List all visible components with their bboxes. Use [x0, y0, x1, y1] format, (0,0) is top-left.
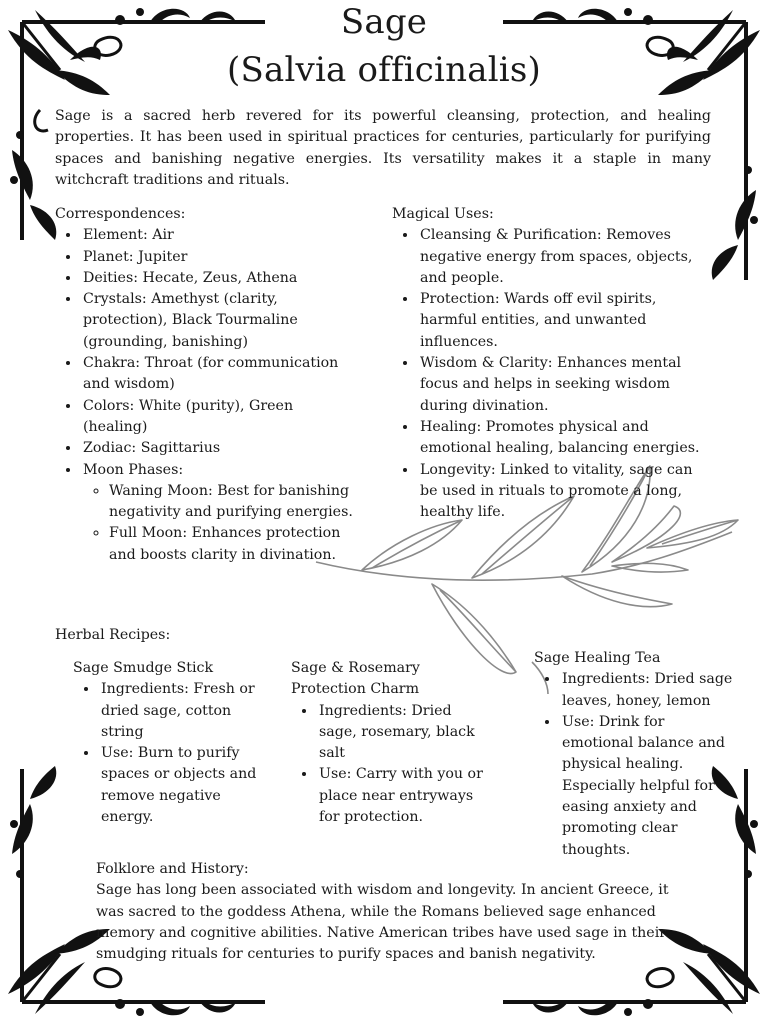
list-item: • Use: Burn to purify spaces or objects and remove negative energy.	[99, 743, 263, 828]
list-item: ◦ Full Moon: Enhances protection and boosts clarity in divination.	[109, 523, 355, 566]
correspondences-list	[55, 225, 355, 566]
recipe-smudge-stick	[73, 658, 263, 828]
moon-phases-label: Moon Phases:	[83, 461, 184, 478]
list-item: • Longevity: Linked to vitality, sage can be used in rituals to promote a long, healthy life.	[418, 460, 712, 524]
recipe-title: Sage Smudge Stick	[73, 660, 214, 676]
recipe-protection-charm	[291, 658, 491, 828]
list-item: • Wisdom & Clarity: Enhances mental focus and helps in seeking wisdom during divination.	[418, 353, 712, 417]
folklore-heading: Folklore and History:	[96, 861, 249, 877]
recipe-list	[291, 701, 491, 829]
list-item: • Deities: Hecate, Zeus, Athena	[81, 268, 355, 289]
list-item: • Crystals: Amethyst (clarity, protection), Black Tourmaline (grounding, banishing)	[81, 289, 355, 353]
list-item: • Cleansing & Purification: Removes negative energy from spaces, objects, and people.	[418, 225, 712, 289]
folklore-section	[96, 859, 676, 965]
list-item-moon-phases	[81, 460, 355, 566]
recipe-healing-tea	[534, 648, 734, 861]
list-item: • Zodiac: Sagittarius	[81, 438, 355, 459]
list-item: • Healing: Promotes physical and emotional healing, balancing energies.	[418, 417, 712, 460]
recipe-list	[534, 669, 734, 861]
correspondences-heading: Correspondences:	[55, 206, 186, 222]
list-item: • Element: Air	[81, 225, 355, 246]
magical-uses-list	[392, 225, 712, 523]
recipe-list	[73, 679, 263, 828]
list-item: • Colors: White (purity), Green (healing)	[81, 396, 355, 439]
list-item: • Planet: Jupiter	[81, 247, 355, 268]
list-item: • Ingredients: Fresh or dried sage, cotton string	[99, 679, 263, 743]
list-item: • Ingredients: Dried sage leaves, honey, lemon	[560, 669, 734, 712]
list-item: • Ingredients: Dried sage, rosemary, black salt	[317, 701, 491, 765]
magical-uses-heading: Magical Uses:	[392, 206, 494, 222]
recipe-title: Sage Healing Tea	[534, 650, 661, 666]
page-title: Sage	[340, 2, 428, 42]
list-item: • Use: Carry with you or place near entryways for protection.	[317, 764, 491, 828]
recipe-title: Sage & Rosemary Protection Charm	[291, 660, 420, 698]
herbal-recipes-heading: Herbal Recipes:	[55, 627, 171, 643]
folklore-paragraph: Sage has long been associated with wisdom and longevity. In ancient Greece, it was sacred to the goddess Athena, while the Romans believed sage enhanced memory and cognitive abilities. Native American tribes have used sage in their smudging rituals for centuries to purify spaces and banish negativity.	[96, 882, 669, 963]
list-item: ◦ Waning Moon: Best for banishing negativity and purifying energies.	[109, 481, 355, 524]
list-item: • Chakra: Throat (for communication and wisdom)	[81, 353, 355, 396]
correspondences-section	[55, 204, 355, 566]
list-item: • Use: Drink for emotional balance and physical healing. Especially helpful for easing anxiety and promoting clear thoughts.	[560, 712, 734, 861]
magical-uses-section	[392, 204, 712, 523]
moon-phases-list	[83, 481, 355, 566]
page-subtitle: (Salvia officinalis)	[227, 50, 541, 90]
list-item: • Protection: Wards off evil spirits, harmful entities, and unwanted influences.	[418, 289, 712, 353]
intro-paragraph: Sage is a sacred herb revered for its powerful cleansing, protection, and healing properties. It has been used in spiritual practices for centuries, particularly for purifying spaces and banishing negative energies. Its versatility makes it a staple in many witchcraft traditions and rituals.	[55, 108, 711, 188]
